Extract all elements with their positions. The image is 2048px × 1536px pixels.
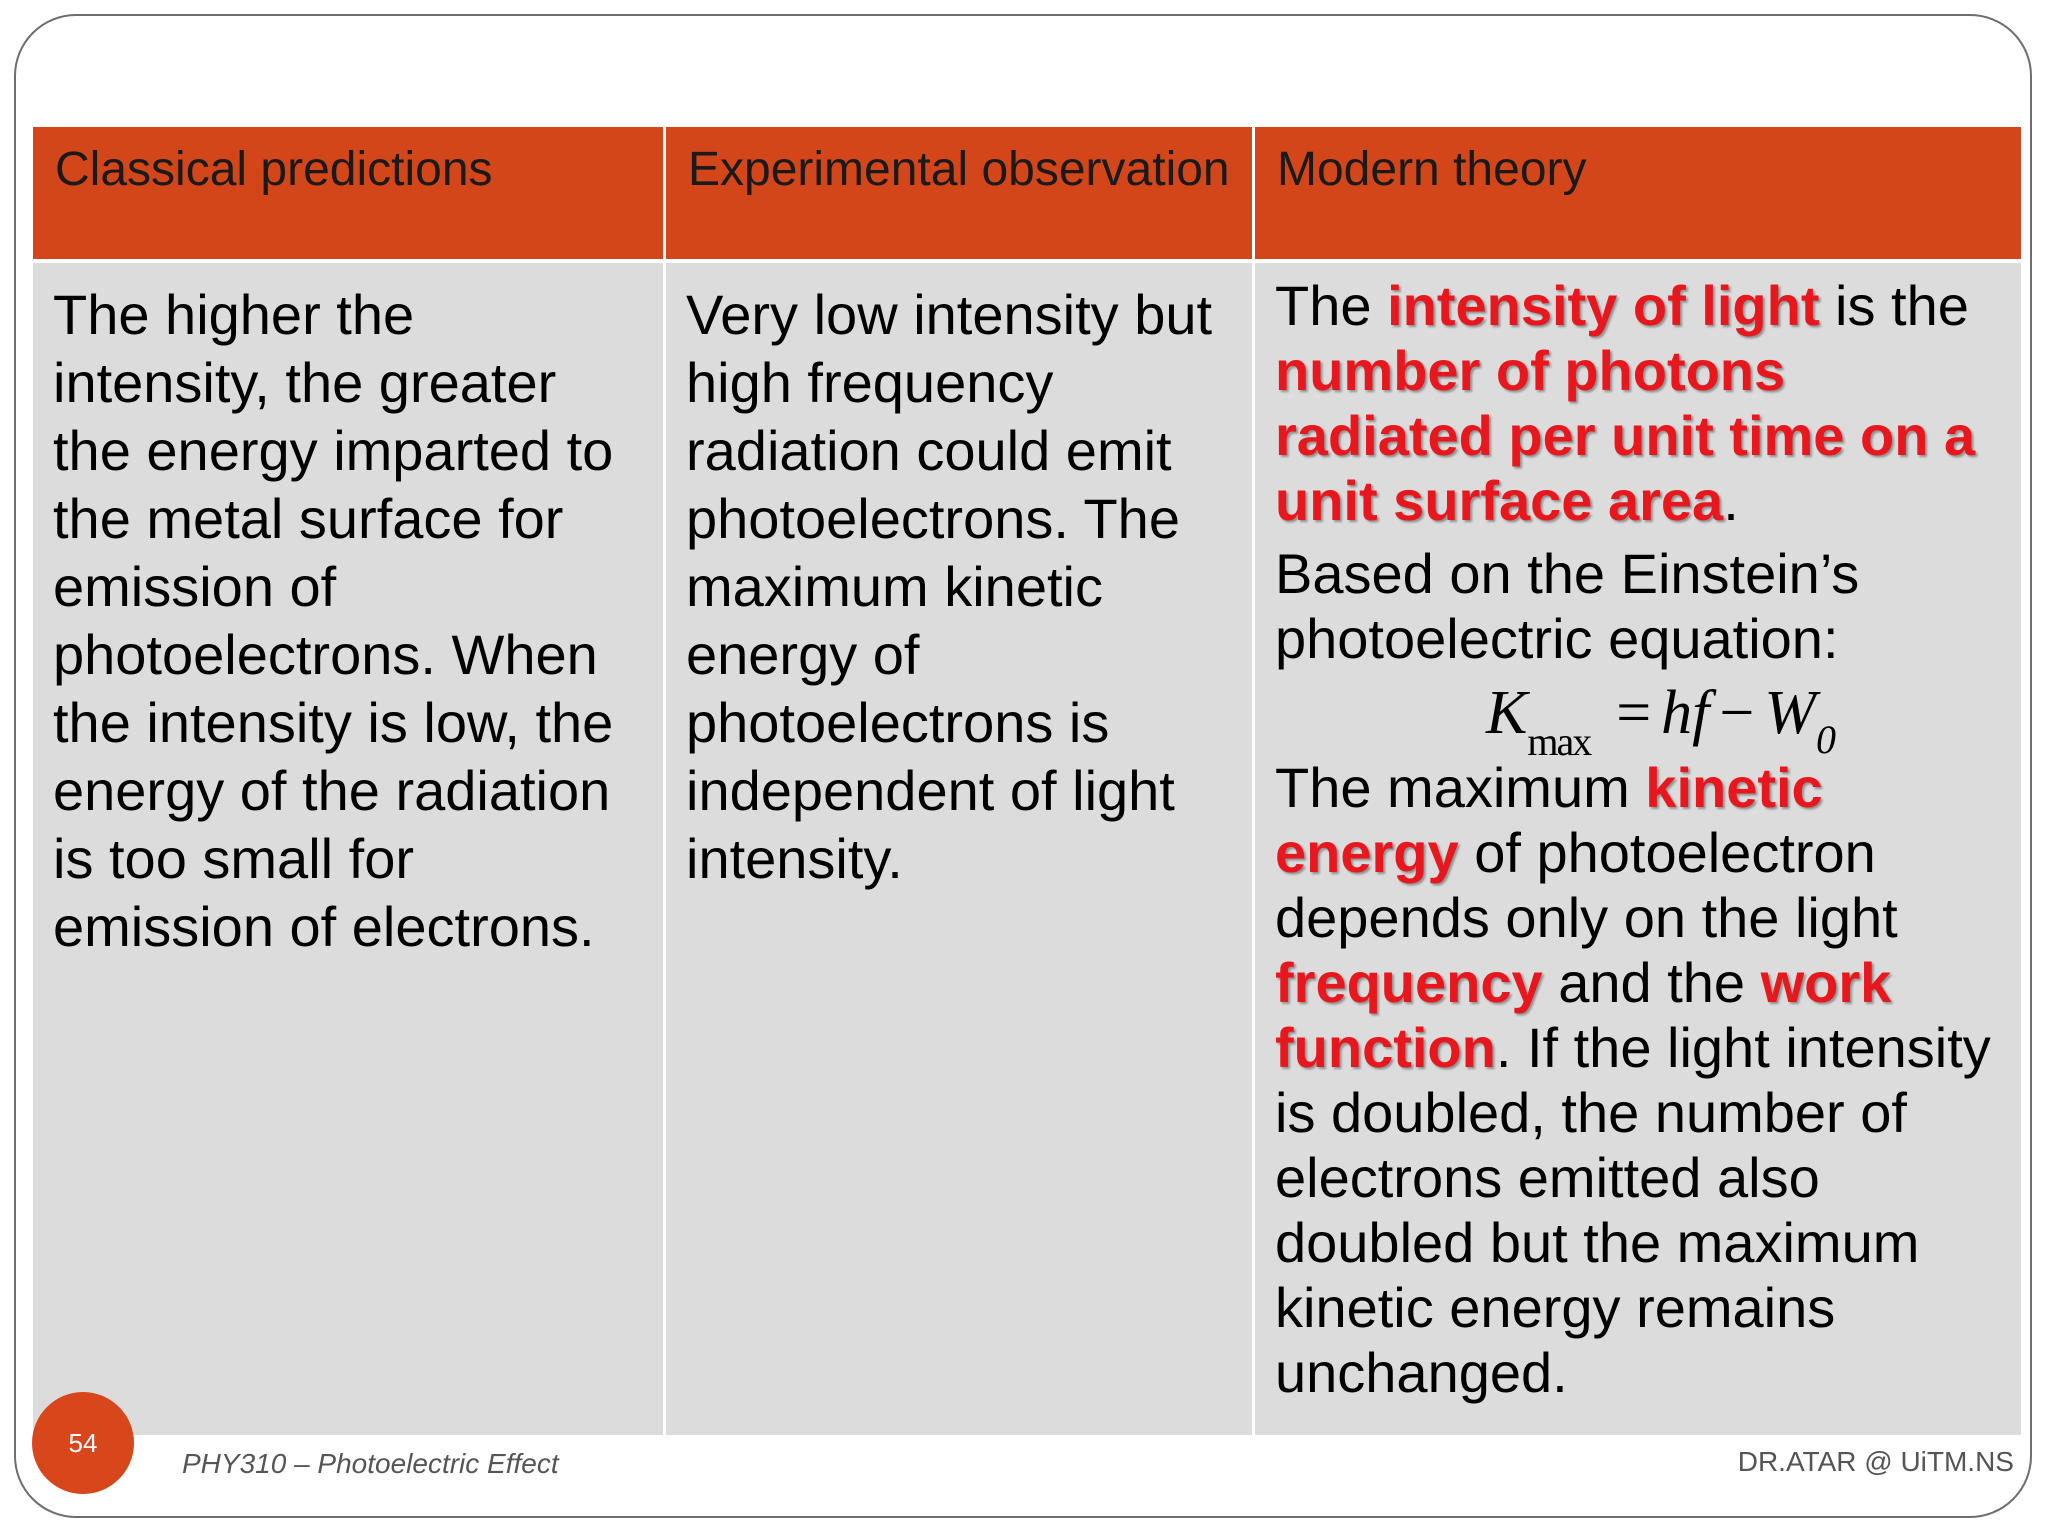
equation-equals: = xyxy=(1616,679,1652,747)
modern-einstein-paragraph: Based on the Einstein’s photoelectric equation: xyxy=(1275,542,1860,670)
text-run: . xyxy=(1723,469,1739,532)
cell-classical-predictions: The higher the intensity, the greater the energy imparted to the metal surface for emission of photoelectrons. When the intensity is low, the energy of the radiation is too small for emission of electrons. xyxy=(33,263,663,1435)
footer-author: DR.ATAR @ UiTM.NS xyxy=(1737,1446,2014,1477)
footer-course-title: PHY310 – Photoelectric Effect xyxy=(182,1448,559,1479)
text-run: and the xyxy=(1542,951,1761,1014)
highlight-kinetic-energy: kinetic energy xyxy=(1275,756,1823,884)
equation-w: W xyxy=(1764,679,1817,747)
text-run: is the xyxy=(1819,274,1969,337)
text-run: of photoelectron depends only on the light xyxy=(1275,821,1898,949)
equation-k: K xyxy=(1485,679,1528,747)
equation-hf: hf xyxy=(1661,679,1710,747)
header-modern-theory: Modern theory xyxy=(1255,127,2021,259)
text-run: The xyxy=(1275,274,1388,337)
equation-subscript-max: max xyxy=(1527,719,1591,764)
highlight-number-of-photons: number of photons radiated per unit time on a unit surface area xyxy=(1275,339,1976,532)
comparison-table xyxy=(33,127,2021,1435)
text-run: The maximum xyxy=(1275,756,1646,819)
header-classical-predictions: Classical predictions xyxy=(33,127,663,259)
text-run: . If the light intensity is doubled, the number of electrons emitted also doubled but the maximum kinetic energy remains unchanged. xyxy=(1275,1016,1991,1404)
highlight-frequency: frequency xyxy=(1275,951,1543,1014)
highlight-work-function: work function xyxy=(1275,951,1892,1079)
equation-minus: − xyxy=(1719,679,1755,747)
page-number-badge: 54 xyxy=(32,1392,134,1494)
modern-intensity-paragraph xyxy=(1275,273,2007,533)
equation-subscript-0: 0 xyxy=(1816,717,1837,762)
cell-modern-theory xyxy=(1255,263,2021,1435)
cell-experimental-observation: Very low intensity but high frequency radiation could emit photoelectrons. The maximum kinetic energy of photoelectrons is independent of light intensity. xyxy=(666,263,1252,1435)
header-experimental-observation: Experimental observation xyxy=(666,127,1252,259)
highlight-intensity-of-light: intensity of light xyxy=(1387,274,1820,337)
modern-kinetic-paragraph xyxy=(1275,755,2007,1405)
einstein-photoelectric-equation xyxy=(1275,673,2007,764)
